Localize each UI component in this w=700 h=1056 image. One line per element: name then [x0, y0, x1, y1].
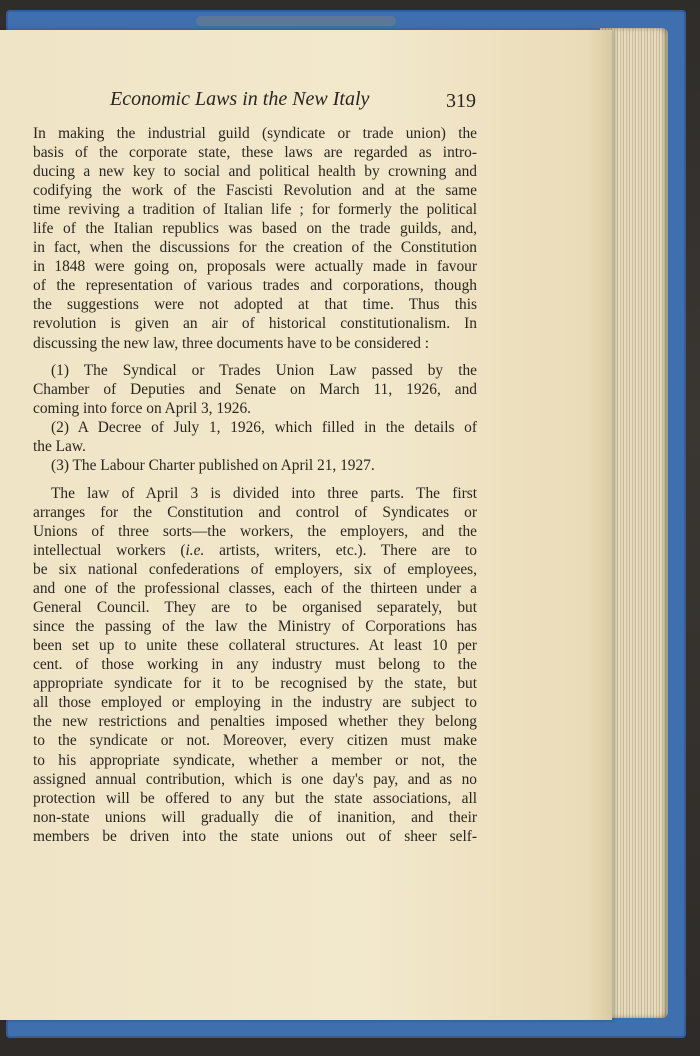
text-line: the suggestions were not adopted at that time. Thus this [33, 296, 477, 314]
text-line: In making the industrial guild (syndicate or trade union) the [33, 125, 477, 142]
text-line: been set up to unite these collateral structures. At least 10 per [33, 637, 477, 655]
text-line: since the passing of the law the Ministry of Corporations has [33, 618, 477, 636]
text-line: Chamber of Deputies and Senate on March 11, 1926, and [33, 380, 477, 398]
text-line: to the syndicate or not. Moreover, every citizen must make [33, 732, 477, 750]
text-line: arranges for the Constitution and control of Syndicates or [33, 503, 477, 521]
text-line: cent. of those working in any industry must belong to the [33, 656, 477, 674]
text-line: General Council. They are to be organised separately, but [33, 599, 477, 617]
text-line: coming into force on April 3, 1926. [33, 399, 252, 417]
text-line: (1) The Syndical or Trades Union Law passed by the [51, 361, 477, 379]
cover-wear [196, 16, 396, 26]
body-text [33, 124, 477, 846]
text-line: (3) The Labour Charter published on April 21, 1927. [51, 456, 375, 474]
text-line: the Law. [33, 437, 86, 455]
paragraph-5 [33, 484, 477, 846]
text-line: the new restrictions and penalties imposed whether they belong [33, 713, 477, 731]
text-line: basis of the corporate state, these laws are regarded as intro- [33, 144, 477, 162]
text-line: Unions of three sorts—the workers, the employers, and the [33, 522, 477, 540]
text-line: in fact, when the discussions for the creation of the Constitution [33, 239, 477, 257]
text-line: be six national confederations of employers, six of employees, [33, 561, 477, 579]
text-line: to his appropriate syndicate, whether a member or not, the [33, 751, 477, 769]
text-line: (2) A Decree of July 1, 1926, which filled in the details of [51, 418, 477, 436]
text-line: life of the Italian republics was based on the trade guilds, and, [33, 220, 477, 238]
text-line: revolution is given an air of historical constitutionalism. In [33, 315, 477, 333]
text-line: assigned annual contribution, which is one day's pay, and as no [33, 770, 477, 788]
text-line: codifying the work of the Fascisti Revolution and at the same [33, 182, 477, 200]
text-line: non-state unions will gradually die of inanition, and their [33, 808, 477, 826]
paragraph-4 [33, 456, 477, 475]
paragraph-3 [33, 418, 477, 456]
text-line: protection will be offered to any but the state associations, all [33, 789, 477, 807]
text-line: of the representation of various trades and corporations, though [33, 277, 477, 295]
running-head-title: Economic Laws in the New Italy [110, 88, 370, 110]
text-line: all those employed or employing in the industry are subject to [33, 694, 477, 712]
text-line: The law of April 3 is divided into three parts. The first [51, 484, 477, 502]
text-line: and one of the professional classes, each of the thirteen under a [33, 580, 477, 598]
text-line: appropriate syndicate for it to be recognised by the state, but [33, 675, 477, 693]
text-line: ducing a new key to social and political health by crowning and [33, 163, 477, 181]
page-number: 319 [446, 90, 476, 112]
text-line: time reviving a tradition of Italian life ; for formerly the political [33, 201, 477, 219]
running-head [0, 88, 612, 118]
paragraph-1 [33, 124, 477, 353]
paragraph-2 [33, 361, 477, 418]
text-line: intellectual workers (i.e. artists, writers, etc.). There are to [33, 541, 477, 559]
text-line: members be driven into the state unions out of sheer self- [33, 827, 477, 845]
text-line: in 1848 were going on, proposals were actually made in favour [33, 258, 477, 276]
italic-abbrev: i.e. [185, 541, 205, 559]
text-line: discussing the new law, three documents have to be considered : [33, 334, 430, 352]
